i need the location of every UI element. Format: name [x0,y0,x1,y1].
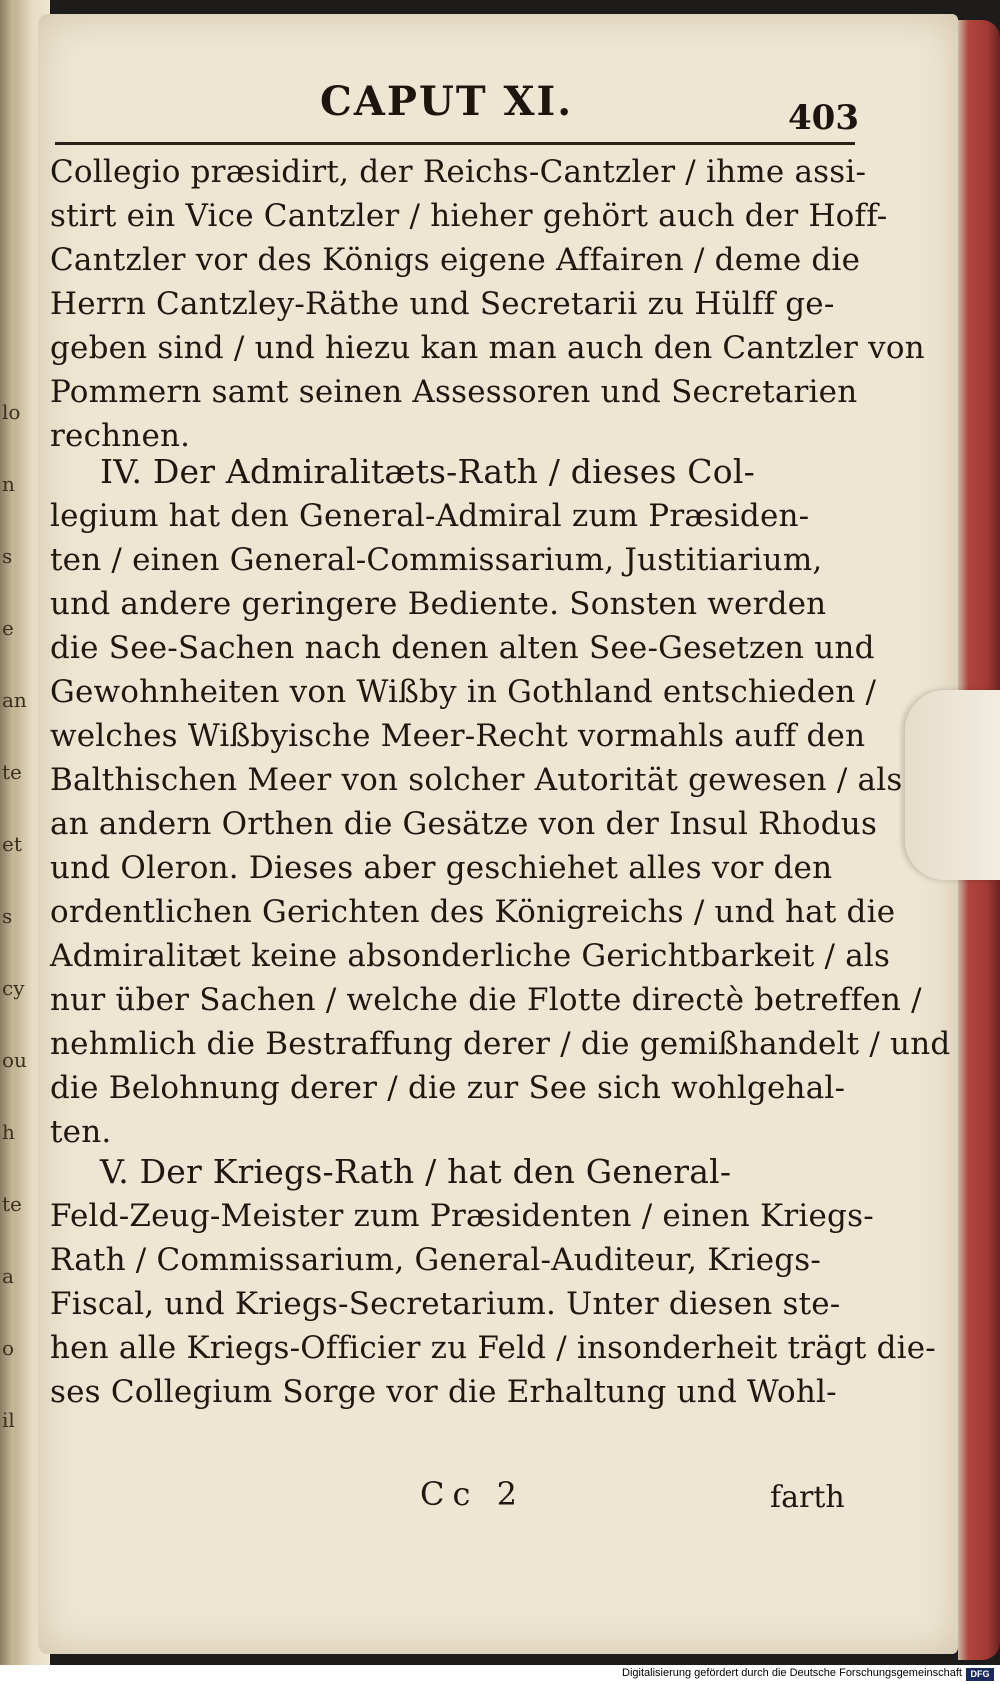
text-line: Rath / Commissarium, General-Auditeur, Kriegs- [50,1242,822,1278]
text-line: die See-Sachen nach denen alten See-Gesetzen und [50,630,875,666]
text-line: die Belohnung derer / die zur See sich wohlgehal- [50,1070,846,1106]
text-line: hen alle Kriegs-Officier zu Feld / insonderheit trägt die- [50,1330,936,1366]
text-line: V. Der Kriegs-Rath / hat den General- [100,1152,732,1191]
text-line: Cantzler vor des Königs eigene Affairen / deme die [50,242,861,278]
footer-credit: Digitalisierung gefördert durch die Deutsche Forschungsgemeinschaft [622,1667,962,1679]
text-line: und Oleron. Dieses aber geschiehet alles vor den [50,850,833,886]
margin-fragment: te [2,1192,22,1216]
margin-fragment: o [2,1336,15,1360]
margin-fragment: a [2,1264,14,1288]
text-line: Balthischen Meer von solcher Autorität gewesen / als [50,762,903,798]
margin-fragment: s [2,904,13,928]
text-line: ordentlichen Gerichten des Königreichs / und hat die [50,894,896,930]
margin-fragment: n [2,472,15,496]
text-line: Feld-Zeug-Meister zum Præsidenten / einen Kriegs- [50,1198,874,1234]
page-clip [905,690,1000,880]
text-line: Admiralitæt keine absonderliche Gerichtbarkeit / als [50,938,891,974]
margin-fragment: cy [2,976,25,1000]
dfg-logo-icon: DFG [966,1668,994,1681]
header-rule [55,142,855,145]
page-number: 403 [788,98,859,138]
text-line: IV. Der Admiralitæts-Rath / dieses Col- [100,452,755,491]
text-line: Collegio præsidirt, der Reichs-Cantzler / ihme assi- [50,154,867,190]
text-line: legium hat den General-Admiral zum Præsiden- [50,498,810,534]
text-line: Fiscal, und Kriegs-Secretarium. Unter diesen ste- [50,1286,841,1322]
previous-page-fragments [0,400,27,1500]
text-line: rechnen. [50,418,191,454]
text-line: stirt ein Vice Cantzler / hieher gehört auch der Hoff- [50,198,888,234]
text-line: Pommern samt seinen Assessoren und Secretarien [50,374,858,410]
catchword: farth [770,1480,845,1515]
chapter-heading: CAPUT XI. [320,78,574,125]
text-line: ses Collegium Sorge vor die Erhaltung und Wohl- [50,1374,837,1410]
text-line: nehmlich die Bestraffung derer / die gemißhandelt / und [50,1026,951,1062]
margin-fragment: il [2,1408,15,1432]
text-line: welches Wißbyische Meer-Recht vormahls auff den [50,718,866,754]
text-line: geben sind / und hiezu kan man auch den Cantzler von [50,330,925,366]
text-line: nur über Sachen / welche die Flotte directè betreffen / [50,982,922,1018]
margin-fragment: et [2,832,22,856]
text-line: an andern Orthen die Gesätze von der Insul Rhodus [50,806,878,842]
margin-fragment: te [2,760,22,784]
margin-fragment: h [2,1120,15,1144]
signature-mark: Cc 2 [420,1475,525,1513]
text-line: und andere geringere Bediente. Sonsten werden [50,586,827,622]
margin-fragment: e [2,616,14,640]
margin-fragment: ou [2,1048,27,1072]
text-line: Gewohnheiten von Wißby in Gothland entschieden / [50,674,877,710]
text-line: ten / einen General-Commissarium, Justitiarium, [50,542,823,578]
margin-fragment: s [2,544,13,568]
text-line: ten. [50,1114,112,1150]
margin-fragment: an [2,688,27,712]
margin-fragment: lo [2,400,21,424]
text-line: Herrn Cantzley-Räthe und Secretarii zu Hülff ge- [50,286,835,322]
